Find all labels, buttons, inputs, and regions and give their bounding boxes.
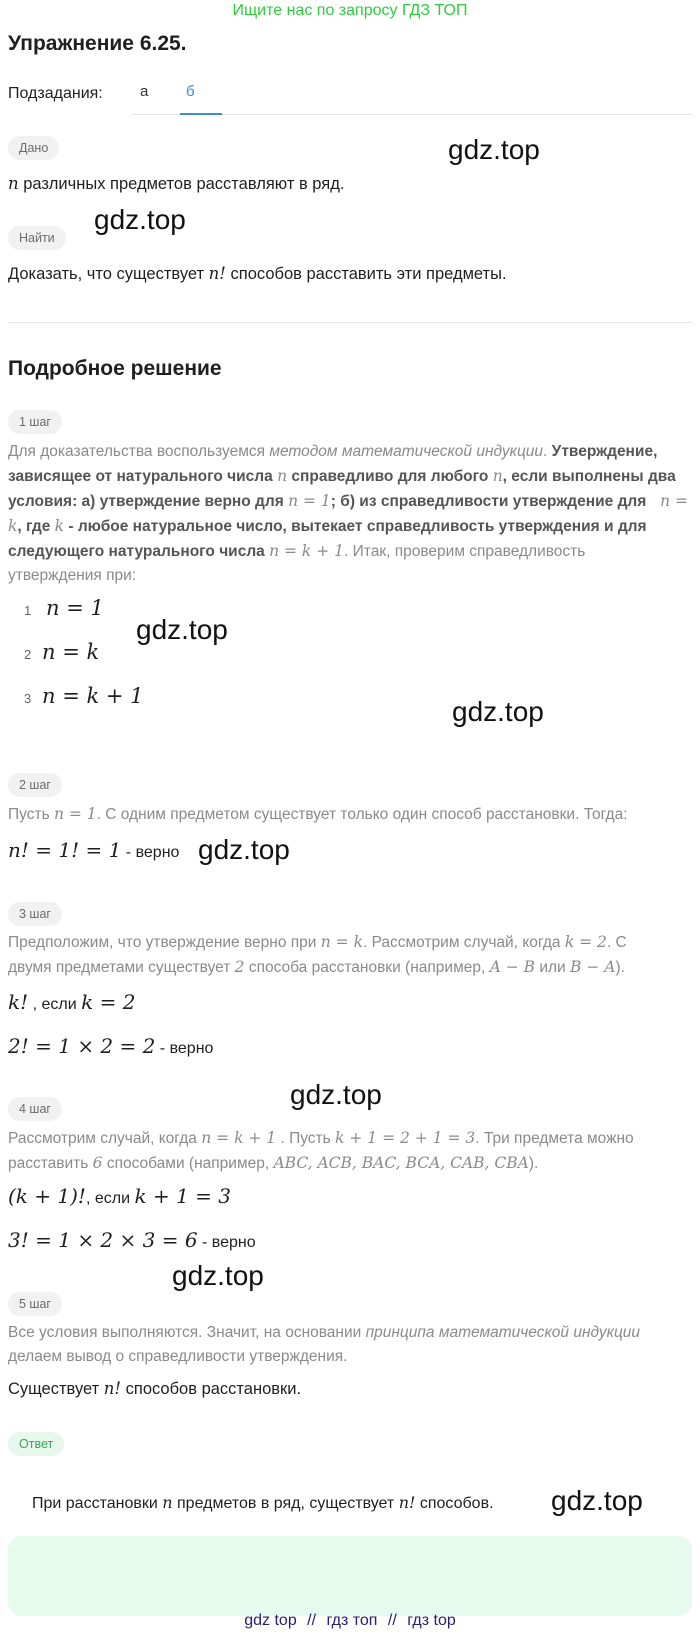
step1-paragraph: Для доказательства воспользуемся методом математической индукции. Утверждение, зависящее от натурального числа n справедливо для любого n, если выполнены два условия: а) утверждение верно для n = 1; б) из справедливости утверждение для n = k, где k - любое натуральное число, вытекает справедливость утверждения и для следующего натурального числа n = k + 1. Итак, проверим справедливость утверждения при: (8, 443, 688, 584)
list-num-2: 2 (24, 647, 32, 662)
answer-text: При расстановки n предметов в ряд, существует n! способов. (32, 1493, 494, 1512)
find-post: способов расставить эти предметы. (230, 265, 507, 283)
given-sentence: различных предметов расставляют в ряд. (23, 175, 345, 193)
step3-equation-2: 2! = 1 × 2 = 2 - верно (8, 1034, 214, 1058)
answer-pill: Ответ (8, 1432, 64, 1456)
solution-title: Подробное решение (8, 357, 222, 380)
footer-links (0, 1612, 700, 1630)
list-num-1: 1 (24, 603, 32, 618)
watermark: gdz.top (448, 134, 540, 165)
divider (8, 322, 692, 323)
given-var: n (8, 174, 19, 193)
promo-banner: Ищите нас по запросу ГДЗ ТОП (232, 2, 468, 19)
step4-pill: 4 шаг (8, 1097, 62, 1121)
list-math-2: n = k (42, 640, 100, 664)
step2-equation: n! = 1! = 1 - верно (8, 838, 180, 862)
footer-link-1[interactable]: gdz top (244, 1612, 297, 1629)
step5-pill: 5 шаг (8, 1292, 62, 1316)
footer-separator: // (307, 1612, 317, 1629)
find-math: n! (208, 264, 226, 283)
step5-paragraph: Все условия выполняются. Значит, на основании принципа математической индукции делаем вывод о справедливости утверждения. (8, 1324, 641, 1365)
step4-paragraph: Рассмотрим случай, когда n = k + 1 . Пусть k + 1 = 2 + 1 = 3. Три предмета можно расставить 6 способами (например, ABC, ACB, BAC, BCA, CAB, CBA). (8, 1129, 634, 1172)
find-text (8, 262, 507, 286)
active-tab-indicator (180, 113, 222, 115)
step2-pill: 2 шаг (8, 773, 62, 797)
watermark: gdz.top (172, 1260, 264, 1291)
list-num-3: 3 (24, 691, 32, 706)
subtasks-label: Подзадания: (8, 85, 103, 102)
watermark: gdz.top (290, 1079, 382, 1110)
list-math-1: n = 1 (46, 596, 104, 620)
step4-equation-1: (k + 1)!, если k + 1 = 3 (8, 1184, 231, 1208)
watermark: gdz.top (452, 696, 544, 727)
page-title: Упражнение 6.25. (8, 32, 187, 55)
tab-a[interactable]: а (140, 83, 149, 100)
footer-link-3[interactable]: гдз top (407, 1612, 456, 1629)
footer-separator: // (387, 1612, 397, 1629)
step5-conclusion: Существует n! способов расстановки. (8, 1379, 302, 1398)
step4-equation-2: 3! = 1 × 2 × 3 = 6 - верно (8, 1228, 256, 1252)
step3-paragraph: Предположим, что утверждение верно при n = k. Рассмотрим случай, когда k = 2. С двумя предметами существует 2 способа расстановки (например, A − B или B − A). (8, 933, 627, 976)
step2-text: Пусть n = 1. С одним предметом существует только один способ расстановки. Тогда: (8, 805, 628, 823)
tab-b[interactable]: б (186, 83, 195, 100)
step3-equation-1: k! , если k = 2 (8, 990, 136, 1014)
step1-pill: 1 шаг (8, 410, 62, 434)
footer-link-2[interactable]: гдз топ (326, 1612, 378, 1629)
watermark: gdz.top (198, 834, 290, 865)
watermark: gdz.top (94, 204, 186, 235)
watermark: gdz.top (136, 614, 228, 645)
list-math-3: n = k + 1 (42, 684, 144, 708)
watermark: gdz.top (551, 1485, 643, 1516)
answer-box (8, 1536, 692, 1616)
step3-pill: 3 шаг (8, 902, 62, 926)
find-pill: Найти (8, 226, 66, 250)
find-pre: Доказать, что существует (8, 265, 205, 283)
given-pill: Дано (8, 136, 59, 160)
given-text (8, 172, 344, 196)
